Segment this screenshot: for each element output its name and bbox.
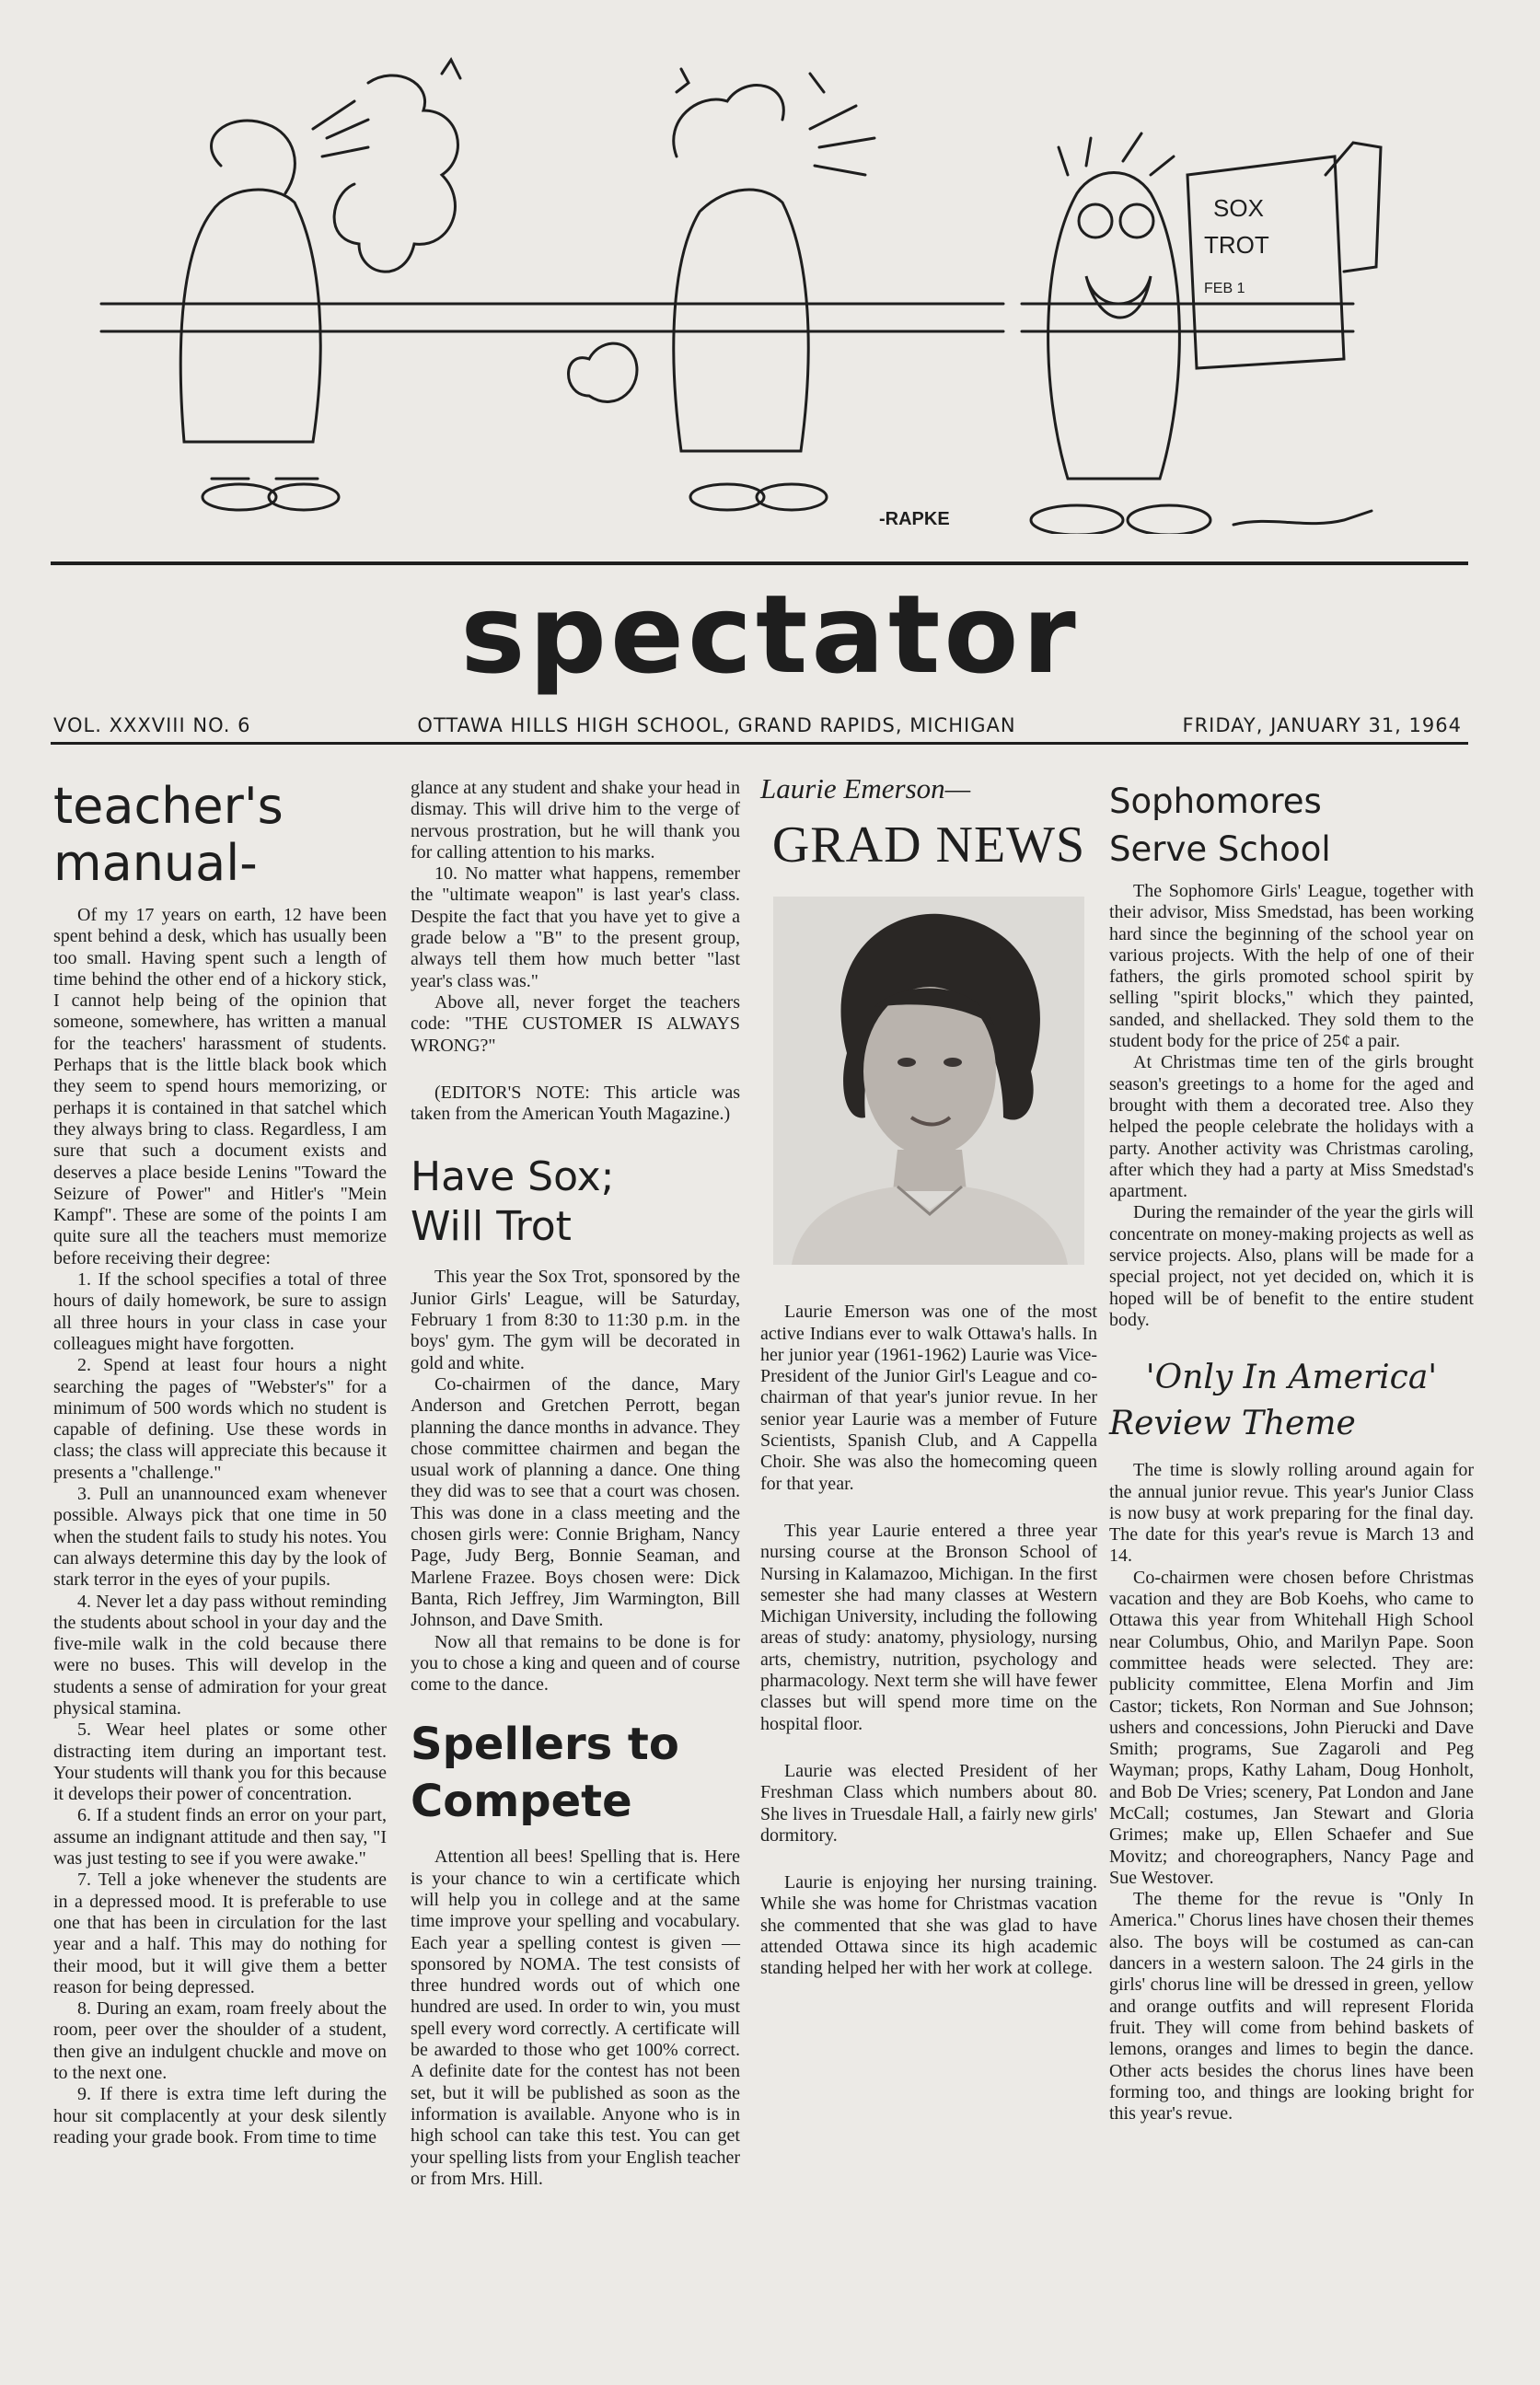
manual-paragraph: 9. If there is extra time left during the hour sit complacently at your desk silently reading your grade book. From time to time bbox=[53, 2084, 387, 2148]
grad-paragraph: Laurie Emerson was one of the most active Indians ever to walk Ottawa's halls. In her junior year (1961-1962) Laurie was Vice-President of the Junior Girl's League and co-chairman of that year's junior revue. In her senior year Laurie was a member of Future Scientists, Spanish Club, and A Cappella Choir. She was also the homecoming queen for that year. bbox=[760, 1302, 1097, 1494]
sox-paragraph: Co-chairmen of the dance, Mary Anderson and Gretchen Perrott, began planning the dance months in advance. They chose committee chairmen and began the usual work of planning a dance. One thing they did was to see that a court was chosen. This was done in a class meeting and the chosen girls were: Connie Brigham, Nancy Page, Judy Berg, Bonnie Seaman, and Marlene Frazee. Boys chosen were: Dick Banta, Rich Jeffrey, Jim Warmington, Bill Johnson, and Dave Smith. bbox=[411, 1373, 740, 1631]
portrait-photo bbox=[773, 897, 1084, 1265]
soph-headline-line-1: Sophomores bbox=[1109, 781, 1322, 821]
cartoon-panel-2 bbox=[534, 69, 1003, 510]
soph-paragraph: The Sophomore Girls' League, together with their advisor, Miss Smedstad, has been working hard since the beginning of the school year on various projects. With the help of one of their fathers, the girls promoted school spirit by selling "spirit blocks," which they painted, sanded, and shellacked. They sold them to the student body for the price of 25¢ a pair. bbox=[1109, 881, 1474, 1052]
sox-paragraph: Now all that remains to be done is for you to chose a king and queen and of course come to the dance. bbox=[411, 1631, 740, 1696]
dateline bbox=[53, 714, 1462, 736]
sox-headline-line-1: Have Sox; bbox=[411, 1153, 615, 1201]
revue-paragraph: The theme for the revue is "Only In America." Chorus lines have chosen their themes also. The boys will be costumed as can-can dancers in a western saloon. The 24 girls in the girls' chorus line will be dressed in green, yellow and orange outfits and will represent Florida fruit. They will come from behind baskets of lemons, oranges and limes to begin the dance. Other acts besides the chorus lines have been forming too, and things are looking bright for this year's revue. bbox=[1109, 1889, 1474, 2125]
soph-headline bbox=[1109, 778, 1474, 874]
grad-paragraph: This year Laurie entered a three year nursing course at the Bronson School of Nursing in Kalamazoo, Michigan. In the first semester she had many classes at Western Michigan University, including the following areas of study: anatomy, physiology, nursing arts, chemistry, nutrition, psychology and pharmacology. Next term she will have fewer classes but will spend more time on the hospital floor. bbox=[760, 1520, 1097, 1734]
manual-paragraph: 2. Spend at least four hours a night searching the pages of "Webster's" for a minimum of 500 words which no student is capable of defining. Use these words in class; the class will appreciate this because it presents a "challenge." bbox=[53, 1355, 387, 1483]
grad-paragraph: Laurie was elected President of her Freshman Class which numbers about 80. She lives in Truesdale Hall, a fairly new girls' dormitory. bbox=[760, 1760, 1097, 1846]
masthead-top-rule bbox=[51, 562, 1468, 565]
manual-paragraph: 8. During an exam, roam freely about the room, peer over the shoulder of a student, then give an indulgent chuckle and move on to the next one. bbox=[53, 1998, 387, 2084]
volume-number: VOL. XXXVIII NO. 6 bbox=[53, 714, 251, 736]
editors-note: (EDITOR'S NOTE: This article was taken from the American Youth Magazine.) bbox=[411, 1082, 740, 1125]
grad-byline: Laurie Emerson— bbox=[760, 772, 971, 805]
revue-headline bbox=[1109, 1355, 1474, 1447]
sox-headline bbox=[411, 1152, 740, 1252]
grad-paragraph: Laurie is enjoying her nursing training. While she was home for Christmas vacation she commented that she was glad to have attended Ottawa since its high academic standing helped her with her work at college. bbox=[760, 1872, 1097, 1979]
cartoon-strip bbox=[0, 55, 1540, 534]
column-3 bbox=[760, 772, 1097, 1980]
revue-headline-line-2: Review Theme bbox=[1109, 1405, 1356, 1443]
soph-headline-line-2: Serve School bbox=[1109, 829, 1331, 869]
spellers-headline-line-1: Spellers to bbox=[411, 1719, 679, 1771]
revue-paragraph: Co-chairmen were chosen before Christmas vacation and they are Bob Koehs, who came to Ottawa this year from Whitehall High School near Columbus, Ohio, and Marilyn Pape. Soon committee heads were selected. They are: publicity committee, Elena Morfin and Jim Castor; tickets, Ron Norman and Sue Johnson; ushers and concessions, John Pierucki and Dave Smith; programs, Sue Zagaroli and Peg Wayman; props, Kathy Laham, Doug Honholt, and Bob De Vries; scenery, Pat London and Jane McCall; costumes, Jan Stewart and Gloria Grimes; make up, Ellen Schaefer and Sue Movitz; and choreographers, Nancy Page and Sue Westover. bbox=[1109, 1567, 1474, 1888]
sox-paragraph: This year the Sox Trot, sponsored by the Junior Girls' League, will be Saturday, February 1 from 8:30 to 11:30 p.m. in the boys' gym. The gym will be decorated in gold and white. bbox=[411, 1267, 740, 1373]
manual-paragraph: 3. Pull an unannounced exam whenever possible. Always pick that one time in 50 when the student fails to study his notes. You can always determine this day by the look of stark terror in the eyes of your pupils. bbox=[53, 1484, 387, 1591]
manual-paragraph: 7. Tell a joke whenever the students are in a depressed mood. It is preferable to use one that has been in circulation for the last year and a half. This may do nothing for their mood, but it will give them a better reason for being depressed. bbox=[53, 1870, 387, 1997]
revue-headline-line-1: 'Only In America' bbox=[1145, 1359, 1438, 1397]
column-4 bbox=[1109, 778, 1474, 2125]
manual-paragraph: 10. No matter what happens, remember the "ultimate weapon" is last year's class. Despite the fact that you have yet to give a grade below a "B" to the present group, always tell them how much better "last year's class was." bbox=[411, 863, 740, 991]
cartoon-panel-3 bbox=[1022, 133, 1381, 534]
sox-headline-line-2: Will Trot bbox=[411, 1203, 572, 1251]
sign-line-2: TROT bbox=[1204, 231, 1269, 259]
spellers-headline-line-2: Compete bbox=[411, 1776, 632, 1828]
sign-line-1: SOX bbox=[1213, 194, 1264, 222]
soph-paragraph: During the remainder of the year the girls will concentrate on money-making projects as well as service projects. Also, plans will be made for a special project, not yet decided on, which it is hoped will be of benefit to the entire student body. bbox=[1109, 1202, 1474, 1330]
school-name: OTTAWA HILLS HIGH SCHOOL, GRAND RAPIDS, MICHIGAN bbox=[417, 714, 1016, 736]
spellers-paragraph: Attention all bees! Spelling that is. Here is your chance to win a certificate which will help you in college and at the same time improve your spelling and vocabulary. Each year a spelling contest is given — sponsored by NOMA. The test consists of three hundred words out of which one hundred are used. In order to win, you must spell every word correctly. A certificate will be awarded to those who get 100% correct. A definite date for the contest has not been set, but it will be published as soon as the information is available. Anyone who is in high school can take this test. You can get your spelling lists from your English teacher or from Mrs. Hill. bbox=[411, 1847, 740, 2189]
grad-headline: GRAD NEWS bbox=[771, 816, 1086, 874]
sign-line-3: FEB 1 bbox=[1204, 281, 1245, 296]
manual-paragraph: Above all, never forget the teachers code: "THE CUSTOMER IS ALWAYS WRONG?" bbox=[411, 991, 740, 1056]
column-2 bbox=[411, 778, 740, 2190]
manual-paragraph: 6. If a student finds an error on your part, assume an indignant attitude and then say, "I was just testing to see if you were awake." bbox=[53, 1805, 387, 1870]
spellers-headline bbox=[411, 1716, 740, 1830]
manual-paragraph: 1. If the school specifies a total of three hours of daily homework, be sure to assign all three hours in your class in case your colleagues might have forgotten. bbox=[53, 1269, 387, 1354]
manual-paragraph: 5. Wear heel plates or some other distracting item during an important test. Your students will thank you for this because it develops their power of concentration. bbox=[53, 1719, 387, 1805]
masthead-title: spectator bbox=[460, 571, 1080, 698]
cartoon-signature: -RAPKE bbox=[879, 509, 950, 529]
manual-paragraph: Of my 17 years on earth, 12 have been spent behind a desk, which has usually been too small. Having spent such a length of time behind the other end of a hickory stick, I cannot help being of the opinion that someone, somewhere, has written a manual for the teachers' harassment of students. Perhaps that is the little black book which they seem to spend hours memorizing, or perhaps it is contained in that satchel which they always bring to class. Regardless, I am sure that such a document exists and deserves a place beside Lenins "Toward the Seizure of Power" and Hitler's "Mein Kampf". These are some of the points I am quite sure all the teachers must memorize before receiving their degree: bbox=[53, 905, 387, 1268]
masthead-bottom-rule bbox=[51, 742, 1468, 745]
cartoon-panel-1 bbox=[101, 60, 552, 510]
revue-paragraph: The time is slowly rolling around again for the annual junior revue. This year's Junior Class is now busy at work preparing for the final day. The date for this year's revue is March 13 and 14. bbox=[1109, 1460, 1474, 1567]
manual-paragraph: glance at any student and shake your head in dismay. This will drive him to the verge of nervous prostration, but he will thank you for calling attention to his marks. bbox=[411, 778, 740, 863]
issue-date: FRIDAY, JANUARY 31, 1964 bbox=[1182, 714, 1462, 736]
column-1 bbox=[53, 778, 387, 2148]
manual-paragraph: 4. Never let a day pass without reminding the students about school in your day and the five-mile walk in the cold because there were no buses. This will develop in the students a sense of admiration for your great physical stamina. bbox=[53, 1591, 387, 1719]
manual-headline: teacher's manual- bbox=[53, 777, 284, 892]
soph-paragraph: At Christmas time ten of the girls brought season's greetings to a home for the aged and brought with them a decorated tree. Also they helped the people celebrate the holidays with a party. Another activity was Christmas caroling, after which they had a party at Miss Smedstad's apartment. bbox=[1109, 1052, 1474, 1202]
